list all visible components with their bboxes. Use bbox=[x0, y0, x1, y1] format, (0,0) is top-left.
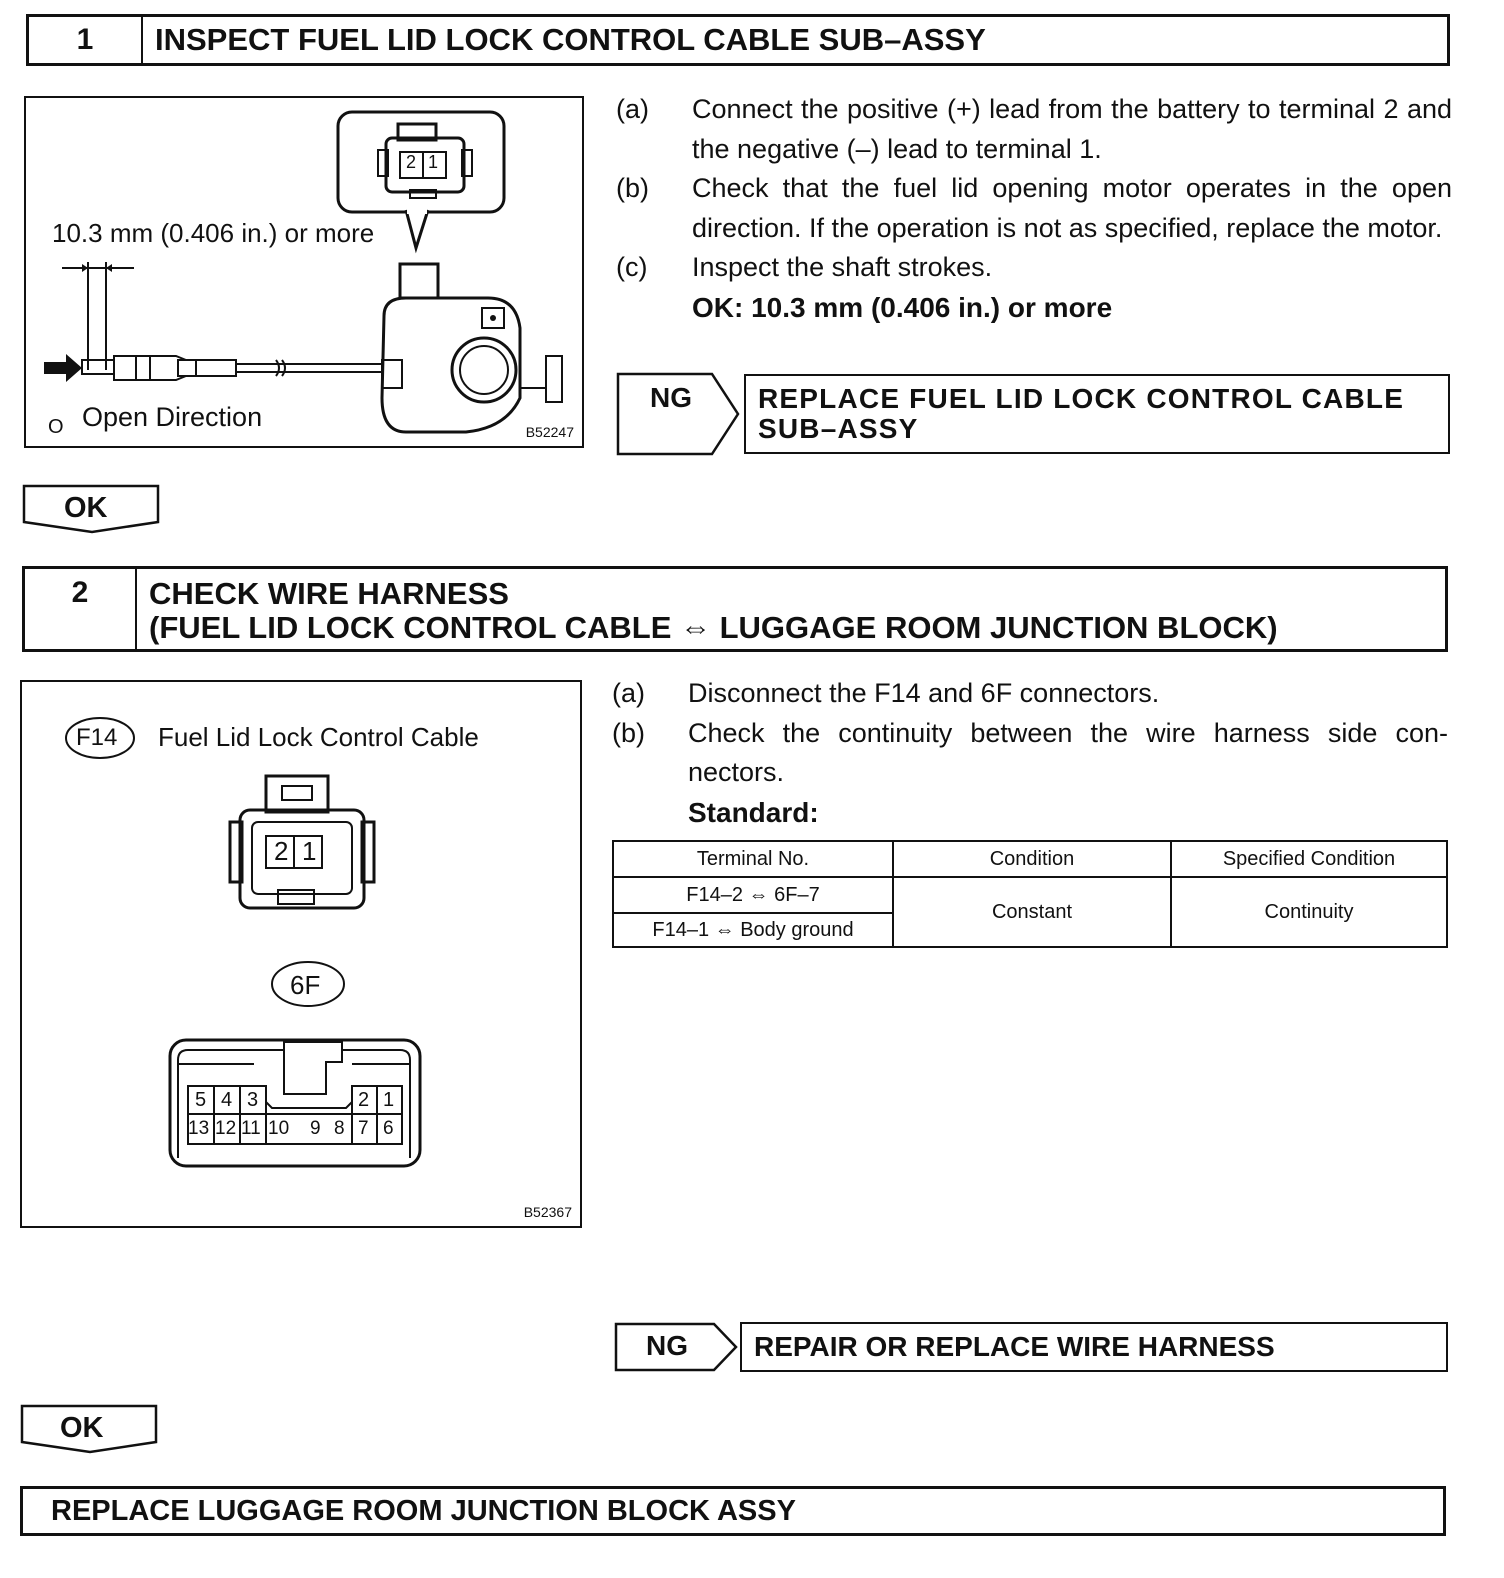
sixf-terminal-7: 7 bbox=[358, 1118, 369, 1139]
table-row bbox=[613, 877, 1447, 913]
sixf-terminal-4: 4 bbox=[221, 1089, 233, 1111]
fuel-lid-cable-diagram bbox=[26, 98, 582, 446]
sixf-tag: 6F bbox=[290, 970, 321, 1000]
f14-terminal-1: 1 bbox=[302, 836, 317, 866]
final-action: REPLACE LUGGAGE ROOM JUNCTION BLOCK ASSY bbox=[20, 1486, 1446, 1536]
sixf-terminal-6: 6 bbox=[383, 1118, 394, 1139]
figure-code: B52247 bbox=[525, 424, 574, 440]
step2-standard-label: Standard: bbox=[688, 796, 819, 828]
table-header: Condition bbox=[893, 841, 1171, 877]
step2-header bbox=[22, 566, 1448, 652]
open-marker: O bbox=[48, 416, 64, 438]
sixf-terminal-3: 3 bbox=[247, 1089, 259, 1111]
sixf-terminal-10: 10 bbox=[268, 1118, 290, 1139]
f14-terminal-2: 2 bbox=[274, 836, 289, 866]
step1-ok-spec: OK: 10.3 mm (0.406 in.) or more bbox=[692, 291, 1113, 323]
step2-title bbox=[137, 569, 1278, 649]
step2-instructions bbox=[612, 674, 1448, 832]
step1-ng-label: NG bbox=[650, 382, 692, 413]
f14-caption: Fuel Lid Lock Control Cable bbox=[158, 722, 479, 752]
table-header: Terminal No. bbox=[613, 841, 893, 877]
step1-dimension-label: 10.3 mm (0.406 in.) or more bbox=[52, 218, 375, 248]
sixf-terminal-11: 11 bbox=[241, 1118, 261, 1139]
bubble-terminal-1: 1 bbox=[428, 152, 439, 172]
table-cell: Constant bbox=[893, 877, 1171, 947]
step2-number: 2 bbox=[25, 569, 137, 649]
step2-title-line1: CHECK WIRE HARNESS bbox=[149, 576, 509, 611]
f14-tag: F14 bbox=[76, 724, 118, 751]
step1-title: INSPECT FUEL LID LOCK CONTROL CABLE SUB–ASSY bbox=[155, 22, 986, 57]
standard-table bbox=[612, 840, 1448, 948]
sixf-terminal-13: 13 bbox=[188, 1118, 210, 1139]
sixf-terminal-9: 9 bbox=[310, 1118, 321, 1139]
sixf-terminal-5: 5 bbox=[195, 1089, 207, 1111]
table-header: Specified Condition bbox=[1171, 841, 1447, 877]
step1-figure bbox=[24, 96, 584, 448]
figure-code: B52367 bbox=[523, 1204, 572, 1220]
sixf-terminal-2: 2 bbox=[358, 1089, 370, 1111]
table-cell: F14–1 ⇔ Body ground bbox=[613, 913, 893, 947]
sixf-terminal-12: 12 bbox=[215, 1118, 237, 1139]
step2-ok-label: OK bbox=[60, 1412, 104, 1444]
step1-item-c: (c) Inspect the shaft strokes. bbox=[616, 252, 993, 282]
table-header-row bbox=[613, 841, 1447, 877]
connector-diagram bbox=[22, 682, 580, 1226]
bubble-terminal-2: 2 bbox=[406, 152, 417, 172]
sixf-terminal-1: 1 bbox=[383, 1089, 395, 1111]
step1-ng-result: REPLACE FUEL LID LOCK CONTROL CABLE SUB–ASSY bbox=[744, 374, 1450, 454]
step2-figure bbox=[20, 680, 582, 1228]
table-cell: F14–2 ⇔ 6F–7 bbox=[613, 877, 893, 913]
step1-item-a: (a) Connect the positive (+) lead from the battery to terminal 2 and the negative (–) lead to terminal 1. bbox=[616, 94, 1452, 164]
step1-number: 1 bbox=[29, 17, 143, 63]
table-cell: Continuity bbox=[1171, 877, 1447, 947]
sixf-terminal-8: 8 bbox=[334, 1118, 345, 1139]
step2-title-line2: (FUEL LID LOCK CONTROL CABLE ⇔ LUGGAGE ROOM JUNCTION BLOCK) bbox=[149, 610, 1278, 645]
step1-ok-label: OK bbox=[64, 492, 108, 524]
step1-header bbox=[26, 14, 1450, 66]
step2-ng-result: REPAIR OR REPLACE WIRE HARNESS bbox=[740, 1322, 1448, 1372]
step1-instructions bbox=[616, 90, 1452, 327]
step2-item-a: (a) Disconnect the F14 and 6F connectors. bbox=[612, 678, 1160, 708]
step2-ng-label: NG bbox=[646, 1330, 688, 1361]
open-direction-caption: Open Direction bbox=[82, 402, 263, 432]
step2-item-b: (b) Check the continuity between the wire harness side con-nectors. bbox=[612, 717, 1448, 787]
step1-item-b: (b) Check that the fuel lid opening motor operates in the open direction. If the operation is not as specified, replace the motor. bbox=[616, 173, 1452, 243]
